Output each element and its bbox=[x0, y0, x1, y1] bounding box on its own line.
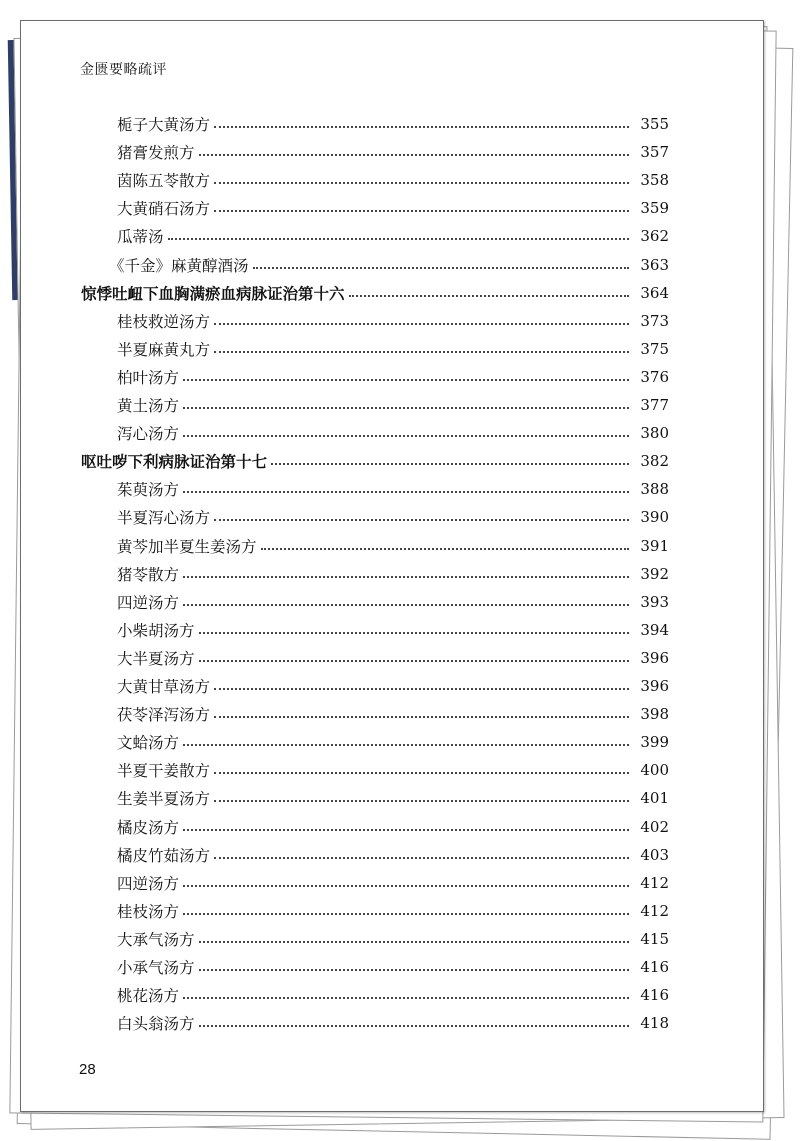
toc-page-number: 396 bbox=[640, 677, 669, 695]
dot-leader bbox=[349, 295, 629, 297]
toc-entry-row[interactable] bbox=[21, 363, 763, 391]
toc-title: 大半夏汤方 bbox=[117, 649, 195, 668]
toc-title: 桃花汤方 bbox=[117, 987, 180, 1006]
toc-page-number: 358 bbox=[640, 171, 669, 190]
dot-leader bbox=[183, 829, 629, 831]
toc-title: 桂枝汤方 bbox=[117, 902, 180, 921]
toc-title: 小承气汤方 bbox=[117, 959, 195, 977]
dot-leader bbox=[214, 210, 629, 212]
toc-title: 泻心汤方 bbox=[117, 425, 180, 444]
toc-title: 栀子大黄汤方 bbox=[117, 116, 211, 134]
toc-page-number: 400 bbox=[640, 761, 669, 780]
toc-entry-row[interactable] bbox=[21, 1009, 763, 1037]
toc-entry-row[interactable] bbox=[21, 700, 763, 728]
dot-leader bbox=[183, 913, 629, 915]
toc-page-number: 375 bbox=[640, 339, 669, 358]
dot-leader bbox=[183, 491, 629, 493]
toc-chapter-row[interactable] bbox=[21, 447, 763, 475]
toc-entry-row[interactable] bbox=[21, 503, 763, 531]
toc-entry-row[interactable] bbox=[21, 110, 763, 138]
dot-leader bbox=[183, 407, 629, 409]
toc-entry-row[interactable] bbox=[21, 532, 763, 560]
toc-page-number: 418 bbox=[640, 1014, 669, 1033]
dot-leader bbox=[199, 632, 629, 634]
dot-leader bbox=[214, 800, 629, 802]
toc-entry-row[interactable] bbox=[21, 728, 763, 756]
toc-entry-row[interactable] bbox=[21, 672, 763, 700]
dot-leader bbox=[183, 604, 629, 606]
dot-leader bbox=[214, 519, 629, 521]
toc-entry-row[interactable] bbox=[21, 222, 763, 250]
toc-title: 大黄甘草汤方 bbox=[117, 678, 211, 696]
toc-chapter-row[interactable] bbox=[21, 279, 763, 307]
toc-page-number: 380 bbox=[640, 424, 669, 443]
toc-title: 文蛤汤方 bbox=[117, 734, 180, 753]
toc-entry-row[interactable] bbox=[21, 869, 763, 897]
toc-page-number: 359 bbox=[640, 199, 669, 218]
toc-page-number: 399 bbox=[640, 733, 669, 752]
toc-entry-row[interactable] bbox=[21, 194, 763, 222]
toc-page-number: 394 bbox=[640, 620, 669, 639]
toc-title: 茱萸汤方 bbox=[117, 481, 180, 500]
toc-title: 橘皮汤方 bbox=[117, 818, 180, 837]
toc-title: 黄芩加半夏生姜汤方 bbox=[117, 537, 257, 556]
dot-leader bbox=[214, 688, 629, 690]
toc-page-number: 416 bbox=[640, 958, 669, 976]
toc-page-number: 392 bbox=[640, 564, 669, 583]
toc-page-number: 391 bbox=[640, 536, 669, 555]
dot-leader bbox=[214, 351, 629, 353]
book-page bbox=[20, 20, 764, 1112]
toc-title: 橘皮竹茹汤方 bbox=[117, 846, 211, 865]
toc-title: 茵陈五苓散方 bbox=[117, 172, 211, 191]
toc-entry-row[interactable] bbox=[21, 925, 763, 953]
toc-page-number: 390 bbox=[640, 508, 669, 527]
toc-page-number: 364 bbox=[640, 283, 669, 302]
toc-title: 柏叶汤方 bbox=[117, 368, 180, 387]
dot-leader bbox=[271, 463, 629, 465]
toc-title: 半夏泻心汤方 bbox=[117, 509, 211, 528]
toc-entry-row[interactable] bbox=[21, 138, 763, 166]
toc-entry-row[interactable] bbox=[21, 335, 763, 363]
toc-entry-row[interactable] bbox=[21, 981, 763, 1009]
page-number: 28 bbox=[79, 1061, 96, 1078]
dot-leader bbox=[199, 1025, 629, 1027]
toc-entry-row[interactable] bbox=[21, 616, 763, 644]
toc-page-number: 373 bbox=[640, 311, 669, 330]
toc-title: 半夏干姜散方 bbox=[117, 762, 211, 781]
dot-leader bbox=[214, 182, 629, 184]
toc-title: 茯苓泽泻汤方 bbox=[117, 706, 211, 725]
toc-page-number: 393 bbox=[640, 592, 669, 611]
dot-leader bbox=[253, 267, 629, 269]
toc-title: 四逆汤方 bbox=[117, 593, 180, 612]
dot-leader bbox=[199, 969, 629, 971]
toc-page-number: 388 bbox=[640, 480, 669, 499]
toc-title: 黄土汤方 bbox=[117, 397, 180, 415]
toc-title: 四逆汤方 bbox=[117, 874, 180, 893]
toc-title: 惊悸吐衄下血胸满瘀血病脉证治第十六 bbox=[81, 284, 345, 303]
toc-entry-row[interactable] bbox=[21, 841, 763, 869]
toc-page-number: 357 bbox=[640, 143, 669, 162]
toc-page-number: 382 bbox=[640, 452, 669, 471]
dot-leader bbox=[183, 997, 629, 999]
dot-leader bbox=[183, 885, 629, 887]
toc-title: 白头翁汤方 bbox=[117, 1015, 195, 1034]
dot-leader bbox=[214, 772, 629, 774]
toc-page-number: 396 bbox=[640, 648, 669, 667]
toc-page-number: 401 bbox=[640, 789, 669, 808]
dot-leader bbox=[261, 548, 629, 550]
toc-page-number: 376 bbox=[640, 367, 669, 386]
toc-entry-row[interactable] bbox=[21, 560, 763, 588]
toc-page-number: 403 bbox=[640, 845, 669, 864]
toc-title: 小柴胡汤方 bbox=[117, 621, 195, 640]
toc-page-number: 355 bbox=[640, 115, 669, 133]
toc-title: 大黄硝石汤方 bbox=[117, 200, 211, 219]
toc-entry-row[interactable] bbox=[21, 897, 763, 925]
toc-entry-row[interactable] bbox=[21, 756, 763, 784]
toc-entry-row[interactable] bbox=[21, 644, 763, 672]
toc-page-number: 362 bbox=[640, 227, 669, 246]
toc-entry-row[interactable] bbox=[21, 784, 763, 812]
toc-entry-row[interactable] bbox=[21, 251, 763, 279]
dot-leader bbox=[183, 379, 629, 381]
toc-title: 大承气汤方 bbox=[117, 930, 195, 949]
toc-entry-row[interactable] bbox=[21, 419, 763, 447]
toc-entry-row[interactable] bbox=[21, 813, 763, 841]
toc-page-number: 363 bbox=[640, 255, 669, 274]
dot-leader bbox=[183, 576, 629, 578]
dot-leader bbox=[214, 716, 629, 718]
toc-title: 呕吐哕下利病脉证治第十七 bbox=[81, 453, 268, 472]
toc-title: 桂枝救逆汤方 bbox=[117, 312, 211, 331]
toc-entry-row[interactable] bbox=[21, 166, 763, 194]
dot-leader bbox=[214, 323, 629, 325]
toc-entry-row[interactable] bbox=[21, 475, 763, 503]
toc-entry-row[interactable] bbox=[21, 588, 763, 616]
toc-title: 生姜半夏汤方 bbox=[117, 790, 211, 809]
toc-entry-row[interactable] bbox=[21, 307, 763, 335]
toc-page-number: 412 bbox=[640, 901, 669, 920]
dot-leader bbox=[199, 941, 629, 943]
toc-page-number: 377 bbox=[640, 396, 669, 414]
dot-leader bbox=[199, 154, 629, 156]
toc-entry-row[interactable] bbox=[21, 953, 763, 981]
toc-title: 猪膏发煎方 bbox=[117, 144, 195, 163]
dot-leader bbox=[168, 238, 629, 240]
running-head: 金匮要略疏评 bbox=[80, 62, 167, 78]
dot-leader bbox=[183, 435, 629, 437]
toc-page-number: 412 bbox=[640, 873, 669, 892]
dot-leader bbox=[214, 857, 629, 859]
toc-page-number: 415 bbox=[640, 929, 669, 948]
toc-entry-row[interactable] bbox=[21, 391, 763, 419]
toc-title: 半夏麻黄丸方 bbox=[117, 340, 211, 359]
toc-title: 猪苓散方 bbox=[117, 565, 180, 584]
toc-page-number: 402 bbox=[640, 817, 669, 836]
toc-page-number: 398 bbox=[640, 705, 669, 724]
dot-leader bbox=[214, 126, 629, 128]
dot-leader bbox=[183, 744, 629, 746]
toc-page-number: 416 bbox=[640, 986, 669, 1005]
toc-title: 瓜蒂汤 bbox=[117, 228, 164, 247]
toc-title: 《千金》麻黄醇酒汤 bbox=[109, 256, 249, 275]
dot-leader bbox=[199, 660, 629, 662]
